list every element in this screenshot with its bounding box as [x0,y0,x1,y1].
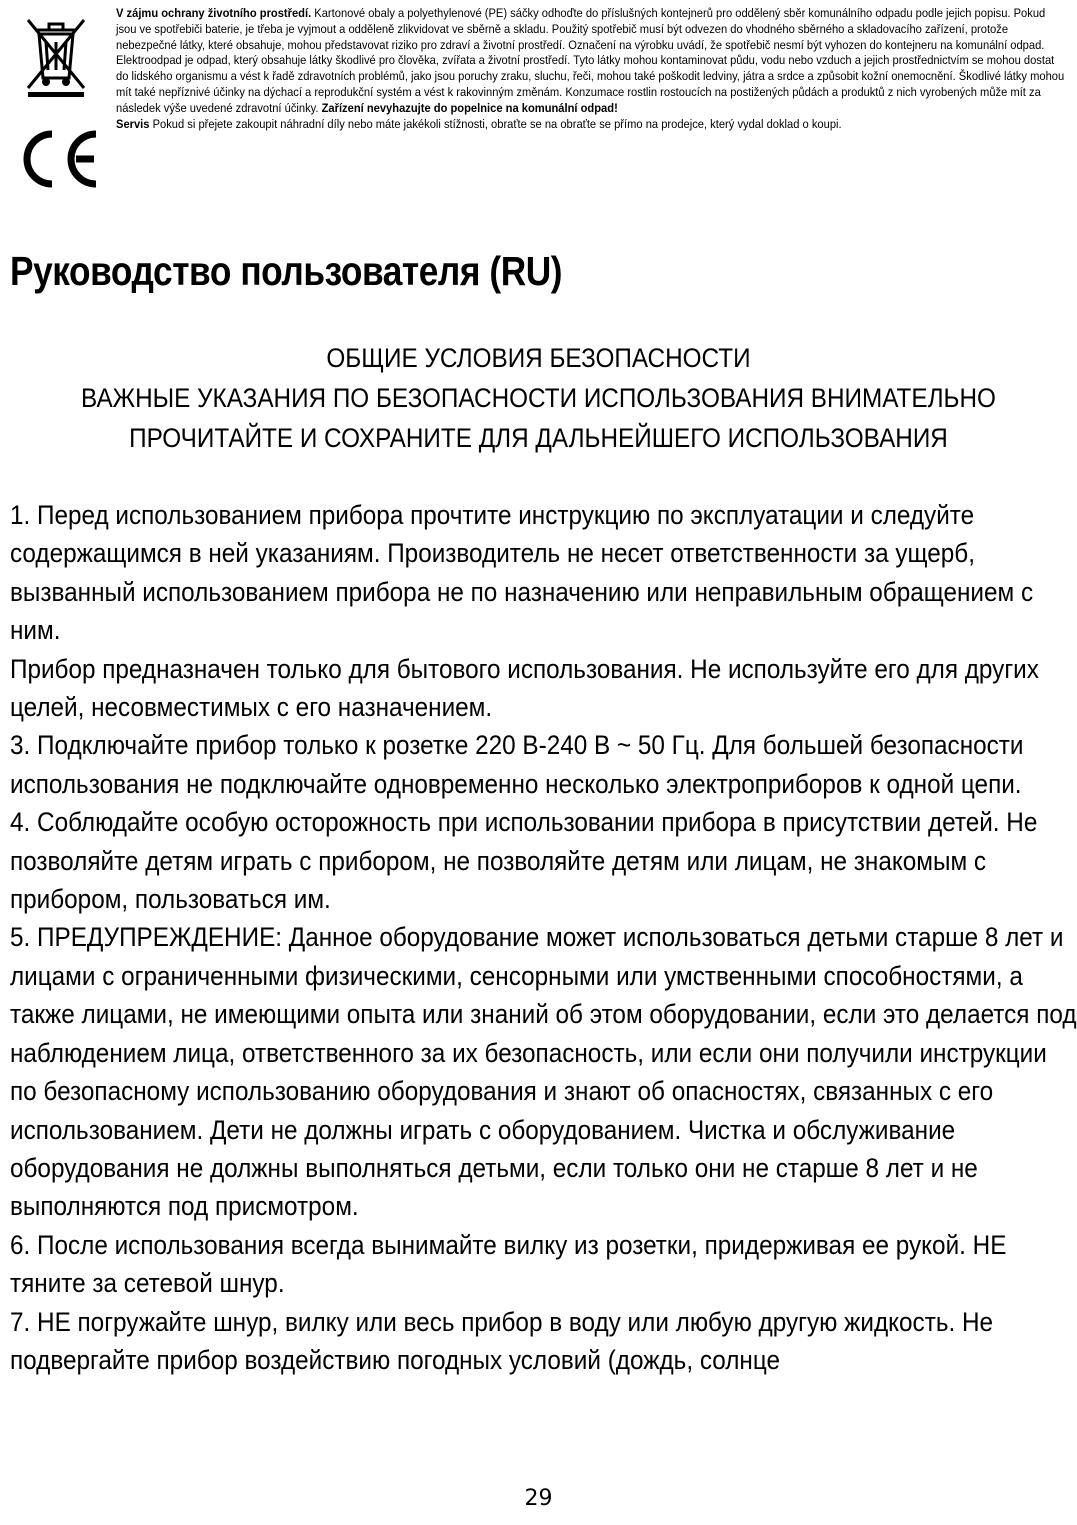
instruction-paragraph: 6. После использования всегда вынимайте вилку из розетки, придерживая ее рукой. НЕ тяните за сетевой шнур. [10,1229,1007,1299]
safety-header-line: ВАЖНЫЕ УКАЗАНИЯ ПО БЕЗОПАСНОСТИ ИСПОЛЬЗОВАНИЯ ВНИМАТЕЛЬНО [81,383,996,413]
page-title: Руководство пользователя (RU) [10,248,563,294]
page-number: 29 [524,1486,553,1511]
safety-header-line: ПРОЧИТАЙТЕ И СОХРАНИТЕ ДЛЯ ДАЛЬНЕЙШЕГО ИСПОЛЬЗОВАНИЯ [129,423,948,453]
notice-icons [14,6,114,202]
safety-instructions [10,496,1077,1379]
service-heading: Servis [116,116,150,131]
crossed-out-wheelie-bin-icon [22,12,90,98]
service-text: Pokud si přejete zakoupit náhradní díly nebo máte jakékoli stížnosti, obraťte se na obraťte se přímo na prodejce, který vydal doklad o koupi. [152,116,842,131]
instruction-paragraph: 5. ПРЕДУПРЕЖДЕНИЕ: Данное оборудование может использоваться детьми старше 8 лет и лицами с ограниченными физическими, сенсорными или умственными способностями, а также лицами, не имеющими опыта или знаний об этом оборудовании, если это делается под наблюдением лица, ответственного за их безопасность, или если они получили инструкции по безопасному использованию оборудования и знают об опасностях, связанных с его использованием. Дети не должны играть с оборудованием. Чистка и обслуживание оборудования не должны выполняться детьми, если только они не старше 8 лет и не выполняются под присмотром. [10,922,1077,1222]
instruction-paragraph: Прибор предназначен только для бытового использования. Не используйте его для других целей, несовместимых с его назначением. [10,653,1039,723]
env-heading: V zájmu ochrany životního prostředí. [116,6,312,20]
environmental-notice [14,6,1069,202]
ce-mark-icon [18,128,102,190]
instruction-paragraph: 7. НЕ погружайте шнур, вилку или весь прибор в воду или любую другую жидкость. Не подвергайте прибор воздействию погодных условий (дождь, солнце [10,1306,994,1375]
instruction-paragraph: 4. Соблюдайте особую осторожность при использовании прибора в присутствии детей. Не позволяйте детям играть с прибором, не позволяйте детям или лицам, не знакомым с прибором, пользоваться им. [10,807,1038,915]
instruction-paragraph: 1. Перед использованием прибора прочтите инструкцию по эксплуатации и следуйте содержащимся в ней указаниям. Производитель не несет ответственности за ущерб, вызванный использованием прибора не по назначению или неправильным обращением с ним. [10,500,1034,646]
notice-text [116,6,1068,132]
env-text: Kartonové obaly a polyethylenové (PE) sáčky odhoďte do příslušných kontejnerů pro oddělený sběr komunálního odpadu podle jejich popisu. Pokud jsou ve spotřebiči baterie, je třeba je vyjmout a odděleně zlikvidovat ve sběrně a skladu. Použitý spotřebič musí být odvezen do vhodného sběrného a skladovacího zařízení, protože nebezpečné látky, které obsahuje, mohou představovat riziko pro zdraví a životní prostředí. Označení na výrobku uvádí, že spotřebič nesmí být vyhozen do kontejneru na komunální odpad. Elektroodpad je odpad, který obsahuje látky škodlivé pro člověka, zvířata a životní prostředí. Tyto látky mohou kontaminovat půdu, vodu nebo vzduch a jejich prostřednictvím se mohou dostat do lidského organismu a vést k řadě zdravotních problémů, jako jsou poruchy zraku, sluchu, řeči, mohou také poškodit ledviny, játra a srdce a způsobit kožní onemocnění. Škodlivé látky mohou mít také nepříznivé účinky na dýchací a reprodukční systém a vést k rakovinným změnám. Konzumace rostlin rostoucích na postižených půdách a produktů z nich vyrobených může mít za následek výše uvedené zdravotní účinky. [116,6,1065,115]
safety-header-line: ОБЩИЕ УСЛОВИЯ БЕЗОПАСНОСТИ [326,343,751,373]
instruction-paragraph: 3. Подключайте прибор только к розетке 220 В-240 В ~ 50 Гц. Для большей безопасности использования не подключайте одновременно несколько электроприборов к одной цепи. [10,730,1024,799]
safety-header [0,338,1077,458]
env-warning: Zařízení nevyhazujte do popelnice na komunální odpad! [321,100,618,115]
